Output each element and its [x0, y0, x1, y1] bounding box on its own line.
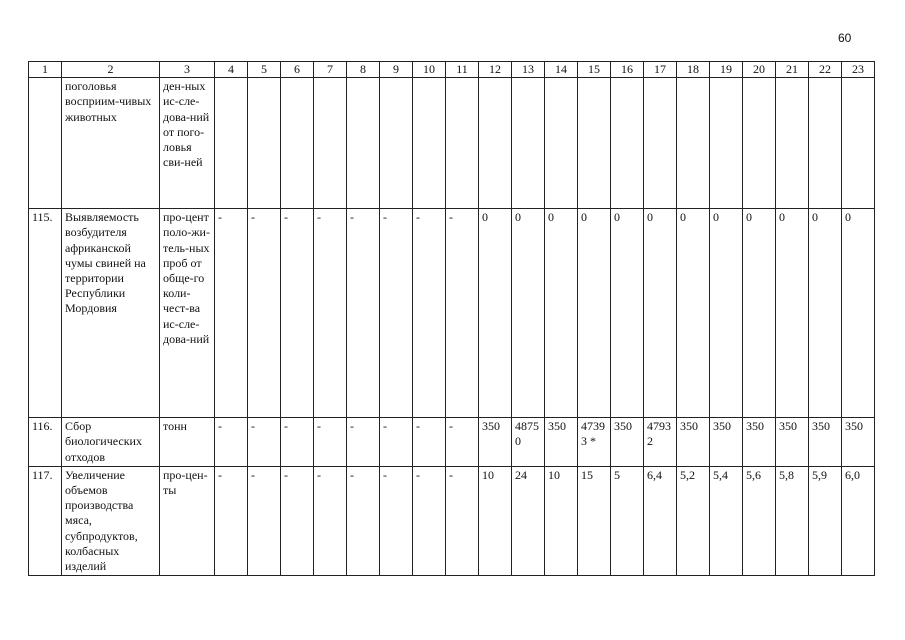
- value-cell: 350: [842, 418, 875, 467]
- unit-of-measure: про-цент поло-жи-тель-ных проб от обще-го коли-чест-ва ис-сле-дова-ний: [160, 209, 215, 418]
- column-header: 8: [347, 62, 380, 78]
- value-cell: [413, 78, 446, 209]
- value-cell: -: [314, 209, 347, 418]
- value-cell: 5,9: [809, 466, 842, 575]
- column-header: 14: [545, 62, 578, 78]
- value-cell: 4875 0: [512, 418, 545, 467]
- value-cell: -: [446, 466, 479, 575]
- value-cell: 0: [776, 209, 809, 418]
- value-cell: [842, 78, 875, 209]
- value-cell: -: [380, 209, 413, 418]
- value-cell: 0: [644, 209, 677, 418]
- value-cell: [677, 78, 710, 209]
- value-cell: [512, 78, 545, 209]
- value-cell: -: [248, 466, 281, 575]
- column-header: 2: [62, 62, 160, 78]
- row-number: [29, 78, 62, 209]
- value-cell: 350: [710, 418, 743, 467]
- value-cell: 0: [479, 209, 512, 418]
- value-cell: [743, 78, 776, 209]
- value-cell: [281, 78, 314, 209]
- value-cell: 0: [578, 209, 611, 418]
- unit-of-measure: тонн: [160, 418, 215, 467]
- value-cell: [710, 78, 743, 209]
- value-cell: 0: [743, 209, 776, 418]
- value-cell: -: [281, 209, 314, 418]
- column-header: 20: [743, 62, 776, 78]
- value-cell: 5,4: [710, 466, 743, 575]
- table-row: [29, 78, 875, 209]
- value-cell: 350: [776, 418, 809, 467]
- value-cell: -: [446, 418, 479, 467]
- value-cell: 4793 2: [644, 418, 677, 467]
- value-cell: 5,6: [743, 466, 776, 575]
- value-cell: -: [215, 466, 248, 575]
- value-cell: [380, 78, 413, 209]
- column-header: 23: [842, 62, 875, 78]
- indicator-name: Увеличение объемов производства мяса, субпродуктов, колбасных изделий: [62, 466, 160, 575]
- value-cell: -: [215, 209, 248, 418]
- value-cell: 0: [710, 209, 743, 418]
- table-row: [29, 418, 875, 467]
- value-cell: 15: [578, 466, 611, 575]
- row-number: 117.: [29, 466, 62, 575]
- value-cell: -: [347, 209, 380, 418]
- value-cell: [776, 78, 809, 209]
- value-cell: [809, 78, 842, 209]
- column-header: 10: [413, 62, 446, 78]
- value-cell: [215, 78, 248, 209]
- value-cell: 0: [677, 209, 710, 418]
- row-number: 116.: [29, 418, 62, 467]
- table-row: [29, 209, 875, 418]
- value-cell: -: [281, 418, 314, 467]
- value-cell: -: [281, 466, 314, 575]
- column-header: 4: [215, 62, 248, 78]
- column-header: 19: [710, 62, 743, 78]
- column-header: 5: [248, 62, 281, 78]
- value-cell: -: [446, 209, 479, 418]
- value-cell: [545, 78, 578, 209]
- value-cell: 0: [611, 209, 644, 418]
- value-cell: 5,8: [776, 466, 809, 575]
- value-cell: -: [347, 466, 380, 575]
- column-header: 18: [677, 62, 710, 78]
- value-cell: -: [314, 466, 347, 575]
- value-cell: 350: [479, 418, 512, 467]
- indicator-name: поголовья восприим-чивых животных: [62, 78, 160, 209]
- value-cell: [611, 78, 644, 209]
- column-header: 13: [512, 62, 545, 78]
- value-cell: 6,4: [644, 466, 677, 575]
- header-row: [29, 62, 875, 78]
- row-number: 115.: [29, 209, 62, 418]
- value-cell: 0: [809, 209, 842, 418]
- unit-of-measure: ден-ных ис-сле-дова-ний от пого-ловья сви-ней: [160, 78, 215, 209]
- column-header: 16: [611, 62, 644, 78]
- value-cell: 0: [842, 209, 875, 418]
- column-header: 1: [29, 62, 62, 78]
- value-cell: 10: [479, 466, 512, 575]
- value-cell: -: [215, 418, 248, 467]
- page-number: 60: [838, 31, 852, 45]
- value-cell: -: [347, 418, 380, 467]
- value-cell: -: [413, 466, 446, 575]
- column-header: 21: [776, 62, 809, 78]
- value-cell: [248, 78, 281, 209]
- value-cell: 10: [545, 466, 578, 575]
- value-cell: -: [413, 418, 446, 467]
- column-header: 3: [160, 62, 215, 78]
- value-cell: [644, 78, 677, 209]
- value-cell: -: [248, 209, 281, 418]
- indicator-table: [28, 61, 875, 576]
- value-cell: [479, 78, 512, 209]
- table-row: [29, 466, 875, 575]
- column-header: 11: [446, 62, 479, 78]
- column-header: 12: [479, 62, 512, 78]
- value-cell: [578, 78, 611, 209]
- value-cell: -: [314, 418, 347, 467]
- value-cell: [347, 78, 380, 209]
- value-cell: 24: [512, 466, 545, 575]
- unit-of-measure: про-цен-ты: [160, 466, 215, 575]
- column-header: 7: [314, 62, 347, 78]
- column-header: 6: [281, 62, 314, 78]
- value-cell: 0: [512, 209, 545, 418]
- value-cell: 350: [611, 418, 644, 467]
- value-cell: [314, 78, 347, 209]
- value-cell: -: [248, 418, 281, 467]
- column-header: 22: [809, 62, 842, 78]
- value-cell: 4739 3 *: [578, 418, 611, 467]
- column-header: 15: [578, 62, 611, 78]
- value-cell: 350: [677, 418, 710, 467]
- value-cell: 5: [611, 466, 644, 575]
- indicator-name: Сбор биологических отходов: [62, 418, 160, 467]
- value-cell: [446, 78, 479, 209]
- value-cell: 350: [809, 418, 842, 467]
- column-header: 9: [380, 62, 413, 78]
- value-cell: 5,2: [677, 466, 710, 575]
- value-cell: -: [380, 418, 413, 467]
- value-cell: 350: [743, 418, 776, 467]
- value-cell: -: [380, 466, 413, 575]
- indicator-name: Выявляемость возбудителя африканской чумы свиней на территории Республики Мордовия: [62, 209, 160, 418]
- value-cell: 6,0: [842, 466, 875, 575]
- column-header: 17: [644, 62, 677, 78]
- value-cell: 350: [545, 418, 578, 467]
- value-cell: -: [413, 209, 446, 418]
- value-cell: 0: [545, 209, 578, 418]
